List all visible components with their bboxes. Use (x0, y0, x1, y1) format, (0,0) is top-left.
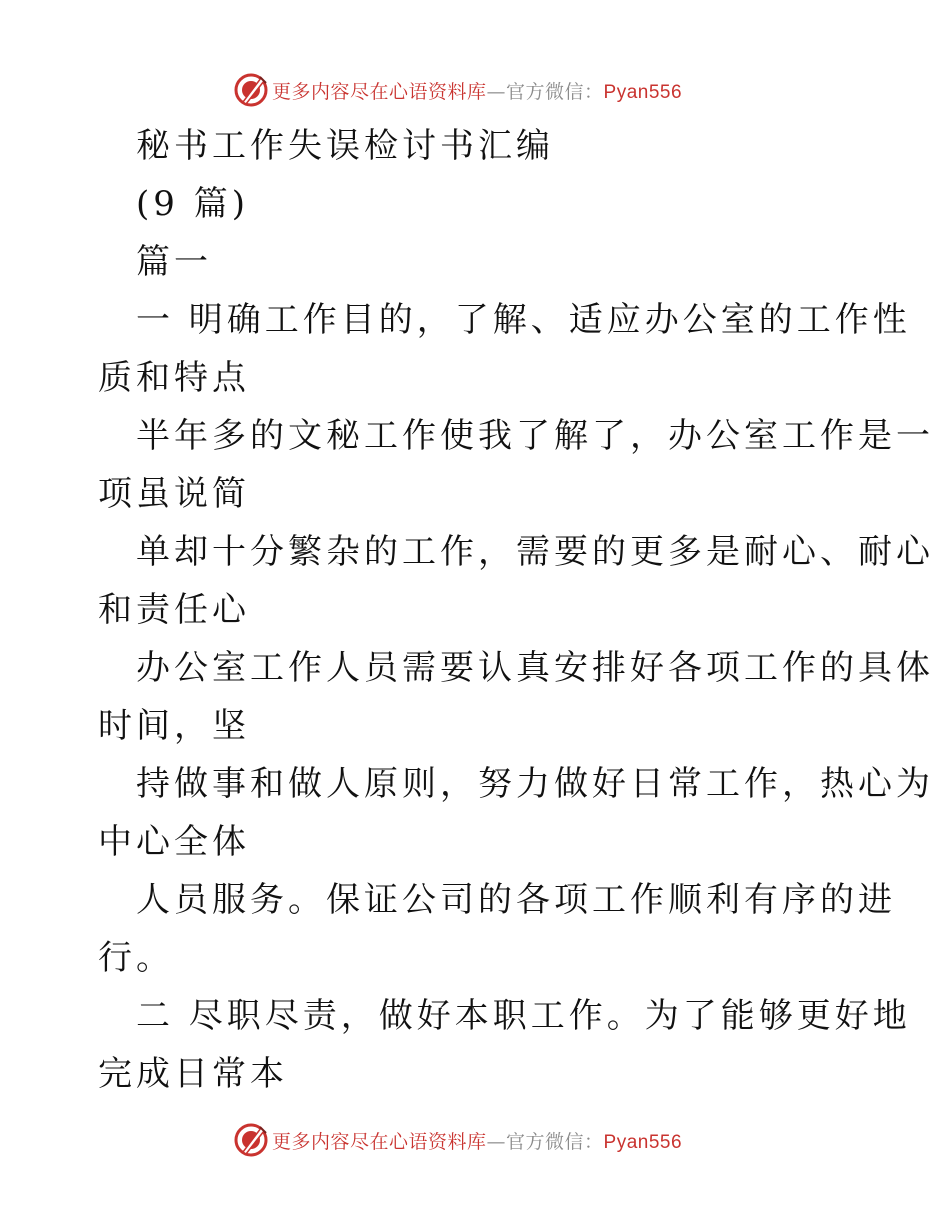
body-line: 单却十分繁杂的工作，需要的更多是耐心、耐心 (136, 532, 934, 572)
body-line: 和责任心 (98, 590, 250, 630)
banner-site-text: 更多内容尽在心语资料库 (272, 80, 487, 103)
body-line: 人员服务。保证公司的各项工作顺利有序的进 (136, 880, 896, 920)
body-line: 持做事和做人原则，努力做好日常工作，热心为 (136, 764, 934, 804)
banner-account: Pyan556 (603, 1131, 683, 1153)
body-line: 时间，坚 (98, 706, 250, 746)
banner-wechat-label: 官方微信： (506, 80, 604, 103)
body-line: 二 尽职尽责，做好本职工作。为了能够更好地 (136, 996, 911, 1036)
body-line: 行。 (98, 938, 174, 978)
banner-wechat-label: 官方微信： (506, 1130, 604, 1153)
header-banner (232, 70, 682, 110)
section-heading: 篇一 (136, 242, 212, 282)
banner-account: Pyan556 (603, 81, 683, 103)
body-line: 一 明确工作目的，了解、适应办公室的工作性 (136, 300, 911, 340)
quill-seal-icon (232, 1121, 270, 1159)
banner-dash: — (486, 80, 507, 103)
banner-text (272, 1127, 682, 1154)
banner-text (272, 77, 682, 104)
doc-title: 秘书工作失误检讨书汇编 (136, 126, 554, 166)
doc-count: (9 篇) (136, 184, 249, 224)
body-line: 项虽说简 (98, 474, 250, 514)
banner-dash: — (486, 1130, 507, 1153)
quill-seal-icon (232, 71, 270, 109)
banner-site-text: 更多内容尽在心语资料库 (272, 1130, 487, 1153)
body-line: 中心全体 (98, 822, 250, 862)
body-line: 完成日常本 (98, 1054, 288, 1094)
body-line: 质和特点 (98, 358, 250, 398)
body-line: 办公室工作人员需要认真安排好各项工作的具体 (136, 648, 934, 688)
footer-banner (232, 1120, 682, 1160)
body-line: 半年多的文秘工作使我了解了，办公室工作是一 (136, 416, 934, 456)
